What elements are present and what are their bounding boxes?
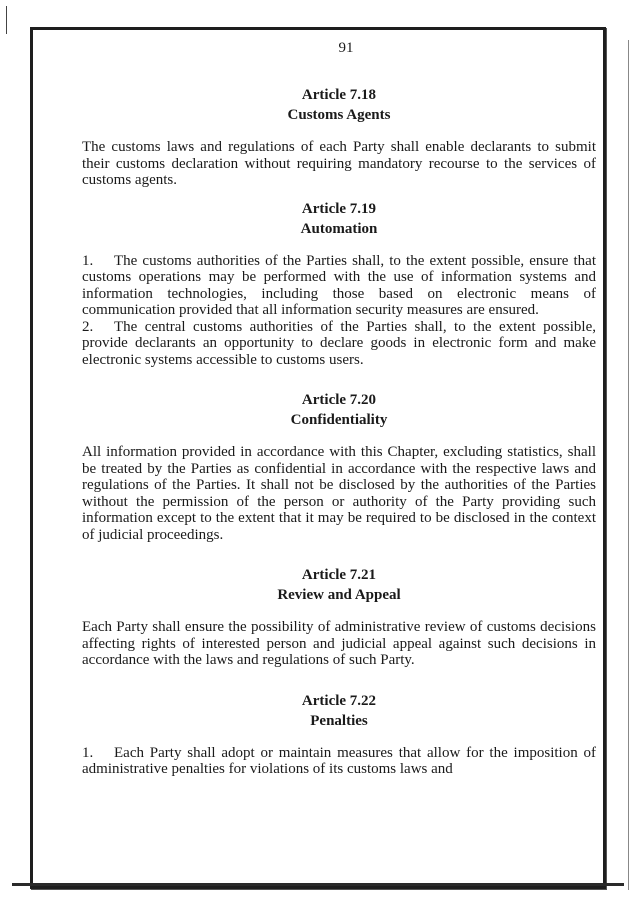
article-7-19 [82, 199, 596, 369]
article-paragraph: Each Party shall ensure the possibility of administrative review of customs decisions affecting rights of interested person and judicial appeal against such decisions in accordance with the laws and regulations of such Party. [82, 619, 596, 668]
paragraph-number: 1. [82, 252, 94, 269]
article-7-18 [82, 85, 596, 189]
paragraph-text: The customs authorities of the Parties shall, to the extent possible, ensure that customs operations may be performed with the use of information systems and information technologies, including those based on electronic means of communication provided that all information security measures are ensured. [82, 252, 596, 318]
article-paragraph-2 [82, 319, 596, 369]
article-title: Automation [300, 220, 378, 237]
article-7-20 [82, 390, 596, 543]
article-7-22 [82, 691, 596, 778]
paragraph-text: The central customs authorities of the Parties shall, to the extent possible, provide declarants an opportunity to declare goods in electronic form and make electronic systems accessible to customs users. [82, 318, 596, 368]
article-title: Review and Appeal [277, 587, 401, 603]
scan-right-edge [628, 40, 629, 890]
article-title: Customs Agents [287, 107, 391, 123]
article-paragraph: The customs laws and regulations of each Party shall enable declarants to submit their customs declaration without requiring mandatory recourse to the services of customs agents. [82, 139, 596, 188]
paragraph-text: Each Party shall adopt or maintain measures that allow for the imposition of administrative penalties for violations of its customs laws and [82, 744, 596, 777]
paragraph-number: 2. [82, 318, 94, 335]
article-title: Penalties [310, 712, 368, 729]
article-title: Confidentiality [290, 412, 388, 428]
article-paragraph-1 [82, 745, 596, 778]
scan-edge-mark [6, 6, 7, 34]
page-bottom-rule [12, 883, 624, 886]
article-7-21 [82, 565, 596, 669]
article-heading: Article 7.18 [301, 87, 377, 103]
article-paragraph: All information provided in accordance with this Chapter, excluding statistics, shall be treated by the Parties as confidential in accordance with the respective laws and regulations of the Parties. It shall not be disclosed by the authorities of the Parties without the permission of the person or authority of the Party providing such information except to the extent that it may be required to be disclosed in the context of judicial proceedings. [82, 444, 596, 543]
page-content [82, 40, 596, 778]
page-number: 91 [338, 40, 354, 56]
article-heading: Article 7.21 [301, 567, 377, 583]
article-paragraph-1 [82, 253, 596, 319]
article-heading: Article 7.19 [301, 200, 377, 217]
article-heading: Article 7.22 [301, 692, 377, 709]
article-heading: Article 7.20 [301, 392, 377, 408]
paragraph-number: 1. [82, 744, 94, 761]
